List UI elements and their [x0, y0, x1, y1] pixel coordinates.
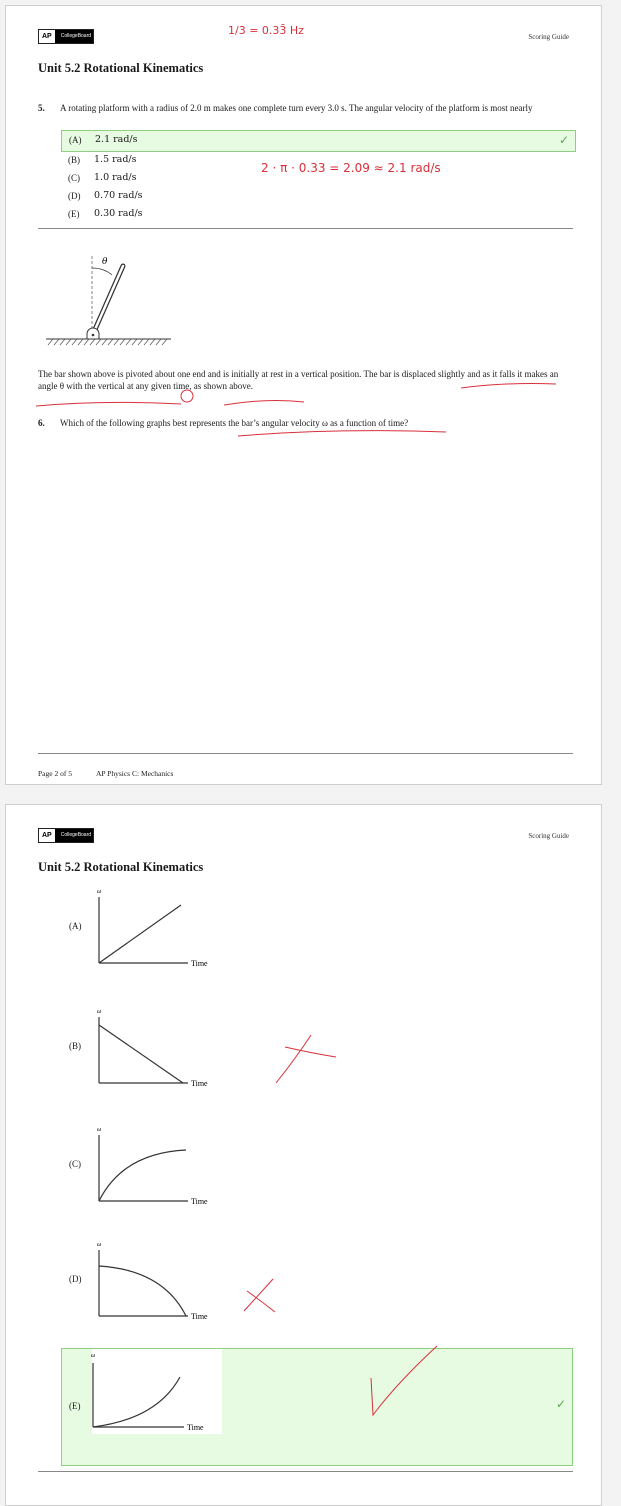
- scoring-guide-label: Scoring Guide: [528, 33, 569, 41]
- footer-page-number: Page 2 of 5: [38, 769, 72, 778]
- svg-text:ω: ω: [97, 1127, 102, 1133]
- handwritten-calculation: 2 · π · 0.33 = 2.09 ≈ 2.1 rad/s: [261, 161, 441, 175]
- choice-value: 0.70 rad/s: [94, 190, 143, 201]
- svg-text:Time: Time: [191, 959, 208, 968]
- choice-label: (B): [68, 155, 80, 165]
- choice-e[interactable]: [61, 205, 574, 225]
- svg-text:Time: Time: [187, 1423, 204, 1432]
- graph-choice-c[interactable]: [61, 1123, 226, 1208]
- graph-choice-b[interactable]: [61, 1005, 226, 1090]
- graph-choice-d[interactable]: [61, 1238, 226, 1323]
- choice-value: 2.1 rad/s: [95, 134, 138, 145]
- red-check-mark-icon: [367, 1343, 447, 1423]
- svg-text:ω: ω: [91, 1353, 96, 1359]
- svg-text:ω: ω: [97, 1009, 102, 1015]
- choice-value: 0.30 rad/s: [94, 208, 143, 219]
- graph-choice-a[interactable]: [61, 885, 226, 970]
- graph-choice-e[interactable]: [61, 1348, 573, 1466]
- omega-vs-time-graph: [93, 885, 223, 970]
- correct-check-icon: ✓: [555, 1397, 566, 1411]
- section-divider: [38, 228, 573, 229]
- omega-vs-time-graph: [93, 1238, 223, 1323]
- choice-value: 1.0 rad/s: [94, 172, 137, 183]
- svg-text:ω: ω: [97, 889, 102, 895]
- choice-label: (C): [69, 1159, 81, 1169]
- choice-label: (E): [69, 1401, 81, 1411]
- omega-vs-time-graph: [87, 1349, 227, 1439]
- logo-ap: AP: [39, 30, 55, 43]
- choice-label: (D): [68, 191, 81, 201]
- choice-label: (E): [68, 209, 80, 219]
- handwritten-frequency-note: 1/3 = 0.33̄ Hz: [228, 24, 304, 37]
- red-x-mark-icon: [239, 1275, 279, 1315]
- svg-text:Time: Time: [191, 1197, 208, 1206]
- question-stem: Which of the following graphs best represents the bar’s angular velocity ω as a function of time?: [60, 418, 409, 428]
- svg-text:ω: ω: [97, 1242, 102, 1248]
- unit-title: Unit 5.2 Rotational Kinematics: [38, 860, 204, 874]
- choice-label: (A): [69, 921, 82, 931]
- ap-collegeboard-logo: [38, 828, 94, 843]
- choice-d[interactable]: [61, 187, 574, 207]
- choice-a[interactable]: [61, 130, 576, 152]
- passage-text: The bar shown above is pivoted about one end and is initially at rest in a vertical position. The bar is displaced slightly and as it falls it makes an angle θ with the vertical at any given time, as shown above.: [38, 369, 559, 391]
- footer-course: AP Physics C: Mechanics: [96, 769, 174, 778]
- scoring-guide-label: Scoring Guide: [528, 832, 569, 840]
- question-number: 5.: [38, 103, 45, 113]
- pivoted-bar-figure: [46, 246, 176, 346]
- question-stem: A rotating platform with a radius of 2.0 m makes one complete turn every 3.0 s. The angular velocity of the platform is most nearly: [60, 103, 533, 113]
- footer-divider: [38, 1471, 573, 1472]
- choice-label: (A): [69, 135, 82, 145]
- choice-value: 1.5 rad/s: [94, 154, 137, 165]
- question-number: 6.: [38, 418, 45, 428]
- document-page-2: [5, 804, 602, 1506]
- theta-label: θ: [102, 257, 108, 267]
- ap-collegeboard-logo: [38, 29, 94, 44]
- logo-collegeboard: CollegeBoard: [55, 30, 93, 43]
- correct-check-icon: ✓: [558, 133, 569, 147]
- handwritten-underline-q6: [236, 428, 456, 440]
- logo-collegeboard: CollegeBoard: [55, 829, 93, 842]
- footer-divider: [38, 753, 573, 754]
- document-page-1: [5, 5, 602, 785]
- svg-text:Time: Time: [191, 1312, 208, 1321]
- unit-title: Unit 5.2 Rotational Kinematics: [38, 61, 204, 75]
- handwritten-underlines: [36, 376, 576, 416]
- logo-ap: AP: [39, 829, 55, 842]
- choice-label: (C): [68, 173, 80, 183]
- omega-vs-time-graph: [93, 1005, 223, 1090]
- choice-label: (D): [69, 1274, 82, 1284]
- choice-label: (B): [69, 1041, 81, 1051]
- red-x-mark-icon: [271, 1033, 341, 1088]
- svg-text:Time: Time: [191, 1079, 208, 1088]
- omega-vs-time-graph: [93, 1123, 223, 1208]
